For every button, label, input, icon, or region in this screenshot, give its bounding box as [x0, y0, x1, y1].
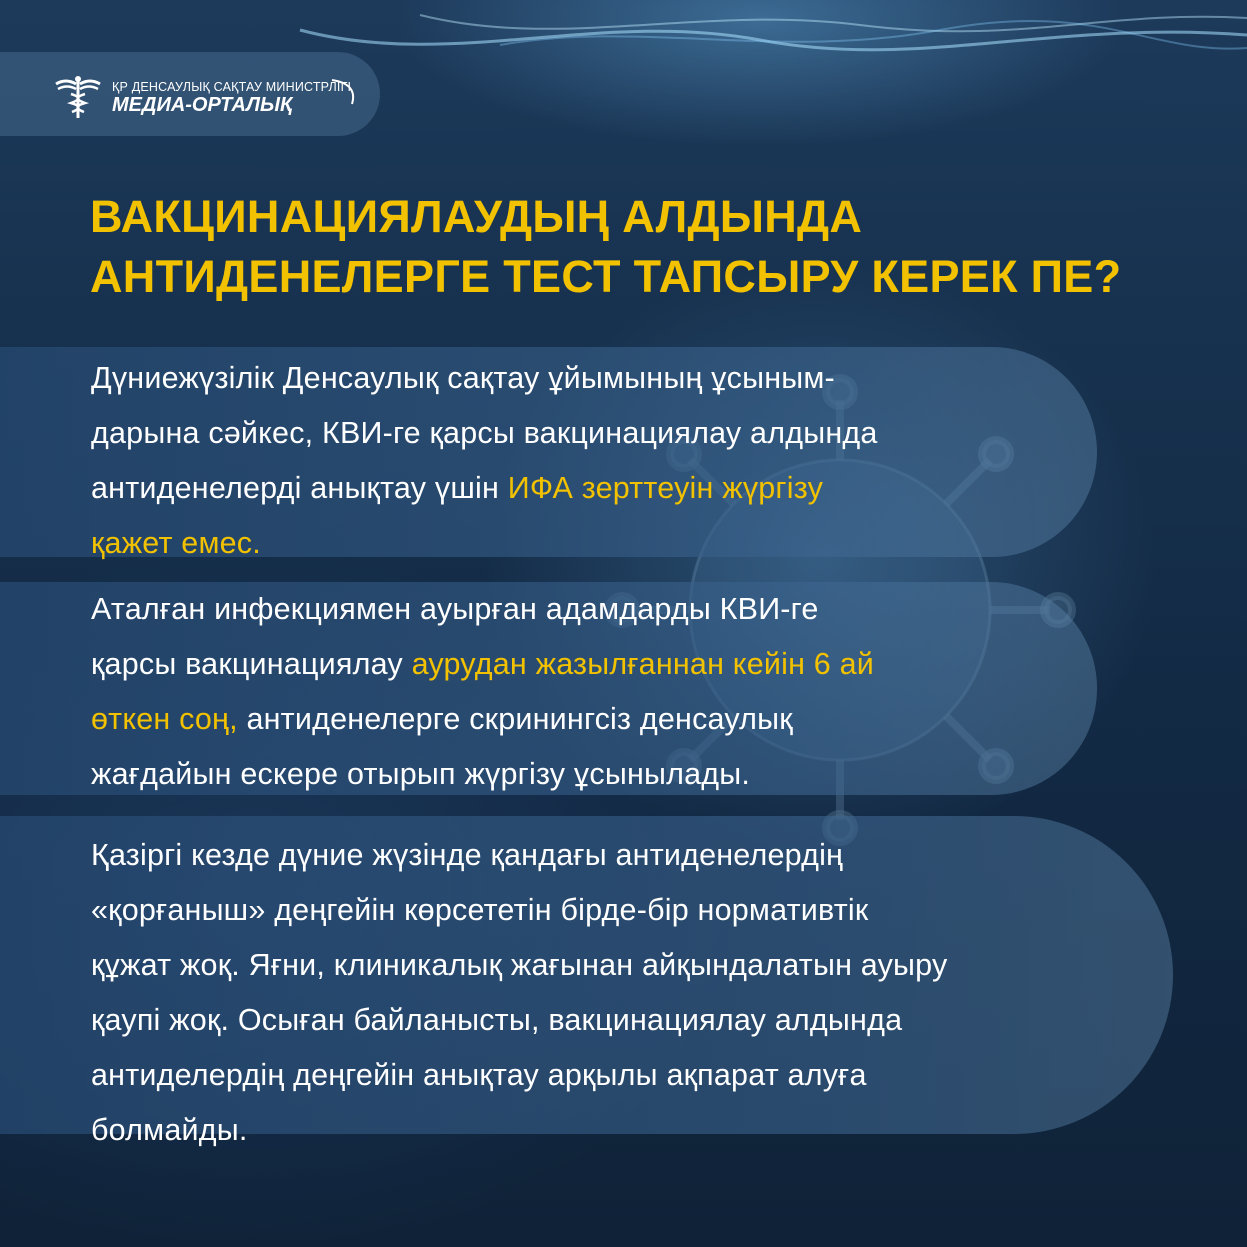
paragraph-2: [91, 582, 874, 802]
paragraph-3-line-3: құжат жоқ. Яғни, клиникалық жағынан айқындалатын ауыру: [91, 948, 948, 982]
paragraph-1: [91, 351, 878, 571]
paragraph-1-line-4-highlight: қажет емес.: [91, 526, 261, 560]
paragraph-1-line-2: дарына сәйкес, КВИ-ге қарсы вакцинациялау алдында: [91, 416, 878, 450]
info-panel-2: [0, 582, 1097, 795]
paragraph-1-line-1: Дүниежүзілік Денсаулық сақтау ұйымының ұсыным-: [91, 361, 835, 395]
paragraph-2-line-4: жағдайын ескере отырып жүргізу ұсынылады.: [91, 757, 751, 791]
page-title: [90, 187, 1210, 307]
paragraph-2-line-2: [91, 637, 874, 692]
paragraph-3-line-1: Қазіргі кезде дүние жүзінде қандағы антиденелердің: [91, 838, 844, 872]
info-panel-1: [0, 347, 1097, 560]
title-line-2: АНТИДЕНЕЛЕРГЕ ТЕСТ ТАПСЫРУ КЕРЕК ПЕ?: [90, 251, 1122, 302]
paragraph-3-line-2: «қорғаныш» деңгейін көрсететін бірде-бір нормативтік: [91, 893, 869, 927]
paragraph-2-text-2: антиденелерге скринингсіз денсаулық: [237, 702, 793, 736]
paragraph-3-line-6: болмайды.: [91, 1113, 248, 1147]
paragraph-2-text: қарсы вакцинациялау: [91, 647, 412, 681]
paragraph-1-text: антиденелерді анықтау үшін: [91, 471, 508, 505]
media-center-logo: [0, 52, 380, 136]
paragraph-1-line-3: [91, 461, 878, 516]
title-line-1: ВАКЦИНАЦИЯЛАУДЫҢ АЛДЫНДА: [90, 191, 863, 242]
caduceus-icon: [54, 74, 102, 120]
info-panel-3: [0, 816, 1173, 1147]
paragraph-3-line-5: антиделердің деңгейін анықтау арқылы ақпарат алуға: [91, 1058, 867, 1092]
paragraph-3-line-4: қаупі жоқ. Осыған байланысты, вакцинациялау алдында: [91, 1003, 903, 1037]
ministry-name: ҚР ДЕНСАУЛЫҚ САҚТАУ МИНИСТРЛІГІ: [112, 80, 352, 94]
paragraph-2-line-1: Аталған инфекциямен ауырған адамдарды КВИ-ге: [91, 592, 819, 626]
logo-text: [112, 80, 351, 116]
paragraph-2-line-3: [91, 692, 874, 747]
paragraph-2-highlight: аурудан жазылғаннан кейін 6 ай: [411, 647, 875, 681]
paragraph-3: [91, 828, 947, 1158]
media-center-name: МЕДИА-ОРТАЛЫҚ: [112, 94, 293, 116]
paragraph-1-highlight: ИФА зерттеуін жүргізу: [507, 471, 824, 505]
paragraph-2-highlight-2: өткен соң,: [91, 702, 238, 736]
logo-arc-decoration: [330, 78, 360, 106]
